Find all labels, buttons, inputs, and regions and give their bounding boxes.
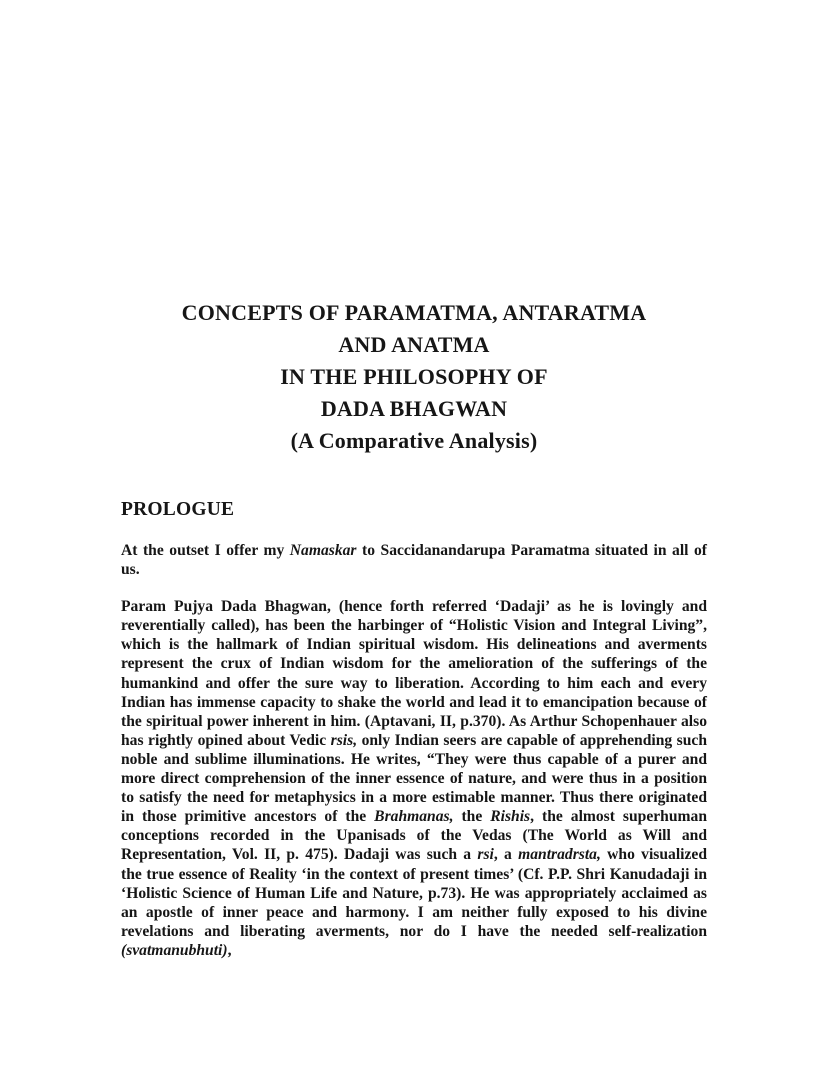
content-area <box>121 297 707 960</box>
title-line-3: IN THE PHILOSOPHY OF <box>280 364 548 389</box>
paragraph-dada-bhagwan: Param Pujya Dada Bhagwan, (hence forth referred ‘Dadaji’ as he is lovingly and reverentially called), has been the harbinger of “Holistic Vision and Integral Living”, which is the hallmark of Indian spiritual wisdom. His delineations and averments represent the crux of Indian wisdom for the amelioration of the sufferings of the humankind and offer the sure way to liberation. According to him each and every Indian has immense capacity to shake the world and lead it to emancipation because of the spiritual power inherent in him. (Aptavani, II, p.370). As Arthur Schopenhauer also has rightly opined about Vedic rsis, only Indian seers are capable of apprehending such noble and sublime illuminations. He writes, “They were thus capable of a purer and more direct comprehension of the inner essence of nature, and were thus in a position to satisfy the need for metaphysics in a more estimable manner. Thus there originated in those primitive ancestors of the Brahmanas, the Rishis, the almost superhuman conceptions recorded in the Upanisads of the Vedas (The World as Will and Representation, Vol. II, p. 475). Dadaji was such a rsi, a mantradrsta, who visualized the true essence of Reality ‘in the context of present times’ (Cf. P.P. Shri Kanudadaji in ‘Holistic Science of Human Life and Nature, p.73). He was appropriately acclaimed as an apostle of inner peace and harmony. I am neither fully exposed to his divine revelations and liberating averments, nor do I have the needed self-realization (svatmanubhuti), <box>121 598 707 959</box>
prologue-heading: PROLOGUE <box>121 499 235 520</box>
title-line-2: AND ANATMA <box>338 332 490 357</box>
title-line-1: CONCEPTS OF PARAMATMA, ANTARATMA <box>181 300 647 325</box>
document-title <box>121 297 707 457</box>
title-line-4: DADA BHAGWAN <box>320 396 508 421</box>
title-line-5: (A Comparative Analysis) <box>290 428 538 453</box>
paragraph-namaskar: At the outset I offer my Namaskar to Saccidanandarupa Paramatma situated in all of us. <box>121 542 707 579</box>
